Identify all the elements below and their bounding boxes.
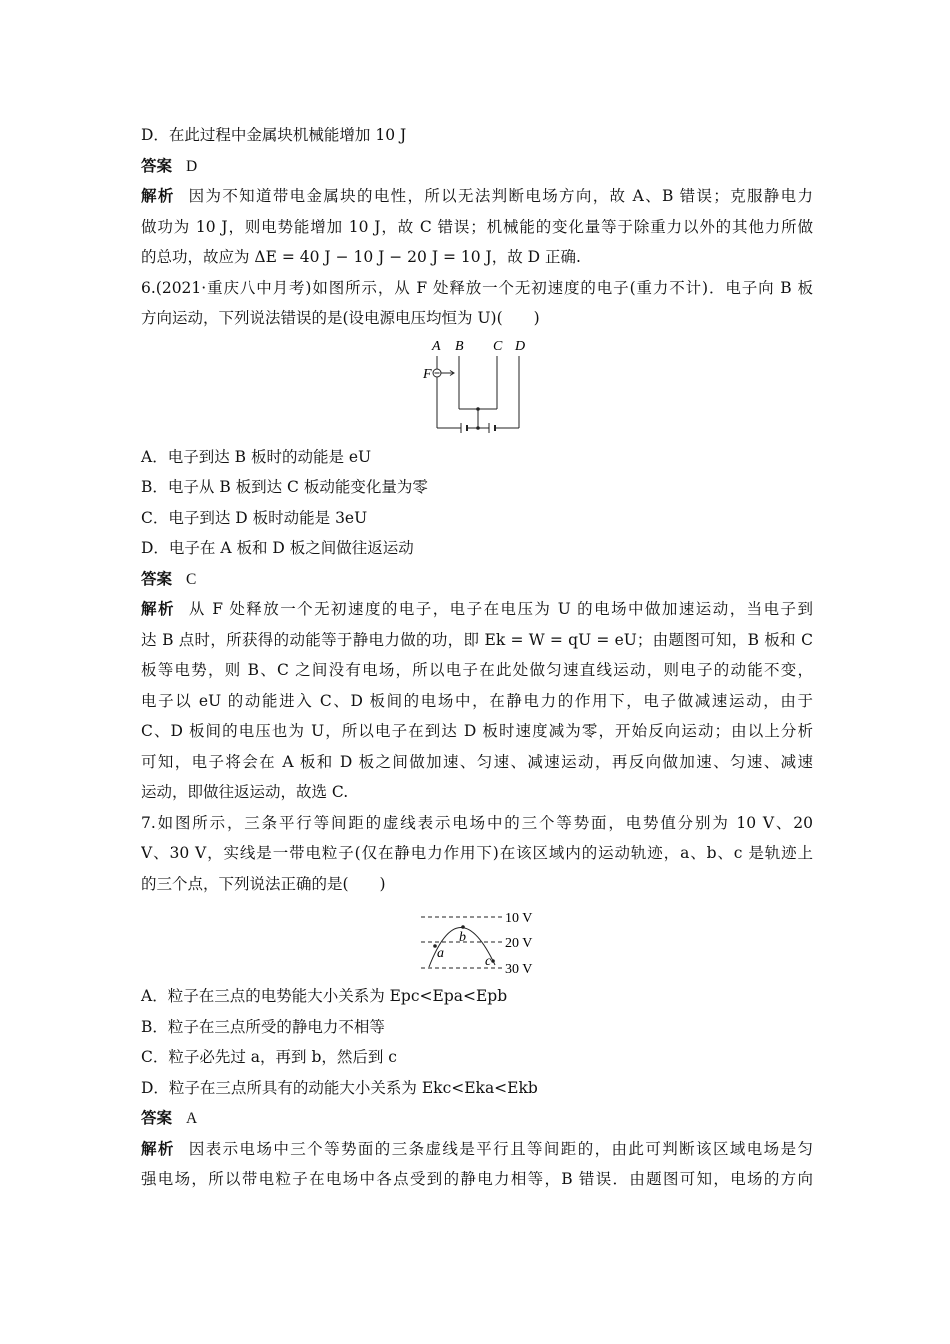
q6-option-d: D．电子在 A 板和 D 板之间做往返运动	[141, 539, 414, 557]
point-c-dot	[491, 959, 495, 963]
q7-option-a: A．粒子在三点的电势能大小关系为 Epc<Epa<Epb	[141, 987, 508, 1005]
q5-answer-row	[141, 151, 813, 182]
q7-stem: 7.如图所示，三条平行等间距的虚线表示电场中的三个等势面，电势值分别为 10 V、20	[141, 813, 813, 832]
q6-analysis-line: 电子以 eU 的动能进入 C、D 板间的电场中，在静电力的作用下，电子做减速运动，由于	[141, 691, 813, 710]
point-b-label: b	[459, 930, 466, 945]
q5-analysis-line: 做功为 10 J，则电势能增加 10 J，故 C 错误；机械能的变化量等于除重力以外的其他力所做	[141, 217, 813, 236]
q5-answer: D	[186, 157, 198, 175]
potential-label-10v: 10 V	[505, 911, 533, 926]
q6-analysis-text: 从 F 处释放一个无初速度的电子，电子在电压为 U 的电场中做加速运动，当电子到	[188, 600, 813, 618]
q7-equipotential-figure	[141, 907, 813, 975]
q7-analysis-line: 强电场，所以带电粒子在电场中各点受到的静电力相等，B 错误．由题图可知，电场的方向	[141, 1170, 813, 1188]
answer-tag: 答案	[141, 569, 173, 588]
q5-analysis-line: 的总功，故应为 ΔE = 40 J − 10 J − 20 J = 10 J，故 D 正确.	[141, 248, 581, 266]
q6-analysis-line: 可知，电子将会在 A 板和 D 板之间做加速、匀速、减速运动，再反向做加速、匀速、减速	[141, 752, 813, 771]
point-b-dot	[461, 925, 465, 929]
q6-option-b: B．电子从 B 板到达 C 板动能变化量为零	[141, 478, 428, 496]
q7-stem: 的三个点，下列说法正确的是( )	[141, 874, 386, 893]
equipotential-diagram	[141, 907, 813, 975]
junction-dot	[476, 407, 480, 411]
potential-label-20v: 20 V	[505, 936, 533, 951]
potential-label-30v: 30 V	[505, 962, 533, 975]
answer-tag: 答案	[141, 156, 173, 175]
q7-answer-row	[141, 1103, 813, 1134]
q7-answer: A	[186, 1110, 198, 1127]
q6-analysis-line: 达 B 点时，所获得的动能等于静电力做的功，即 Ek = W = qU = eU；由题图可知，B 板和 C	[141, 630, 813, 649]
q6-option-a: A．电子到达 B 板时的动能是 eU	[141, 447, 372, 466]
q5-option-d: D．在此过程中金属块机械能增加 10 J	[141, 126, 407, 144]
q5-analysis-text: 因为不知道带电金属块的电性，所以无法判断电场方向，故 A、B 错误；克服静电力	[188, 187, 813, 205]
plate-a-label: A	[432, 338, 441, 354]
q6-option-c: C．电子到达 D 板时动能是 3eU	[141, 508, 368, 527]
q7-stem: V、30 V，实线是一带电粒子(仅在静电力作用下)在该区域内的运动轨迹，a、b、c 是轨迹上	[141, 844, 813, 862]
q7-analysis-line	[141, 1134, 813, 1165]
document-page	[141, 120, 813, 1195]
q7-analysis-text: 因表示电场中三个等势面的三条虚线是平行且等间距的，由此可判断该区域电场是匀	[188, 1139, 813, 1158]
analysis-tag: 解析	[141, 187, 175, 205]
q7-option-d: D．粒子在三点所具有的动能大小关系为 Ekc<Eka<Ekb	[141, 1078, 538, 1097]
junction-dot	[476, 426, 480, 430]
q7-option-b: B．粒子在三点所受的静电力不相等	[141, 1017, 385, 1036]
point-f-label: F	[423, 366, 432, 382]
analysis-tag: 解析	[141, 600, 175, 618]
analysis-tag: 解析	[141, 1139, 175, 1158]
q6-analysis-line	[141, 594, 813, 625]
q7-option-c: C．粒子必先过 a，再到 b，然后到 c	[141, 1048, 397, 1066]
q6-analysis-line: 运动，即做往返运动，故选 C.	[141, 783, 349, 801]
plate-d-label: D	[515, 338, 526, 354]
answer-tag: 答案	[141, 1109, 173, 1127]
q6-answer-row	[141, 564, 813, 595]
point-a-label: a	[437, 946, 444, 961]
q6-stem: 6.(2021·重庆八中月考)如图所示，从 F 处释放一个无初速度的电子(重力不计)．电子向 B 板	[141, 278, 813, 297]
point-c-label: c	[485, 954, 492, 969]
q6-circuit-figure	[141, 336, 813, 436]
plate-c-label: C	[493, 338, 503, 354]
q6-answer: C	[186, 570, 197, 588]
q6-analysis-line: C、D 板间的电压也为 U，所以电子在到达 D 板时速度减为零，开始反向运动；由以上分析	[141, 722, 813, 740]
q6-analysis-line: 板等电势，则 B、C 之间没有电场，所以电子在此处做匀速直线运动，则电子的动能不变，	[141, 661, 813, 679]
circuit-diagram	[141, 336, 813, 436]
q5-analysis-line	[141, 181, 813, 212]
q6-stem: 方向运动，下列说法错误的是(设电源电压均恒为 U)( )	[141, 309, 540, 327]
plate-b-label: B	[455, 338, 464, 354]
